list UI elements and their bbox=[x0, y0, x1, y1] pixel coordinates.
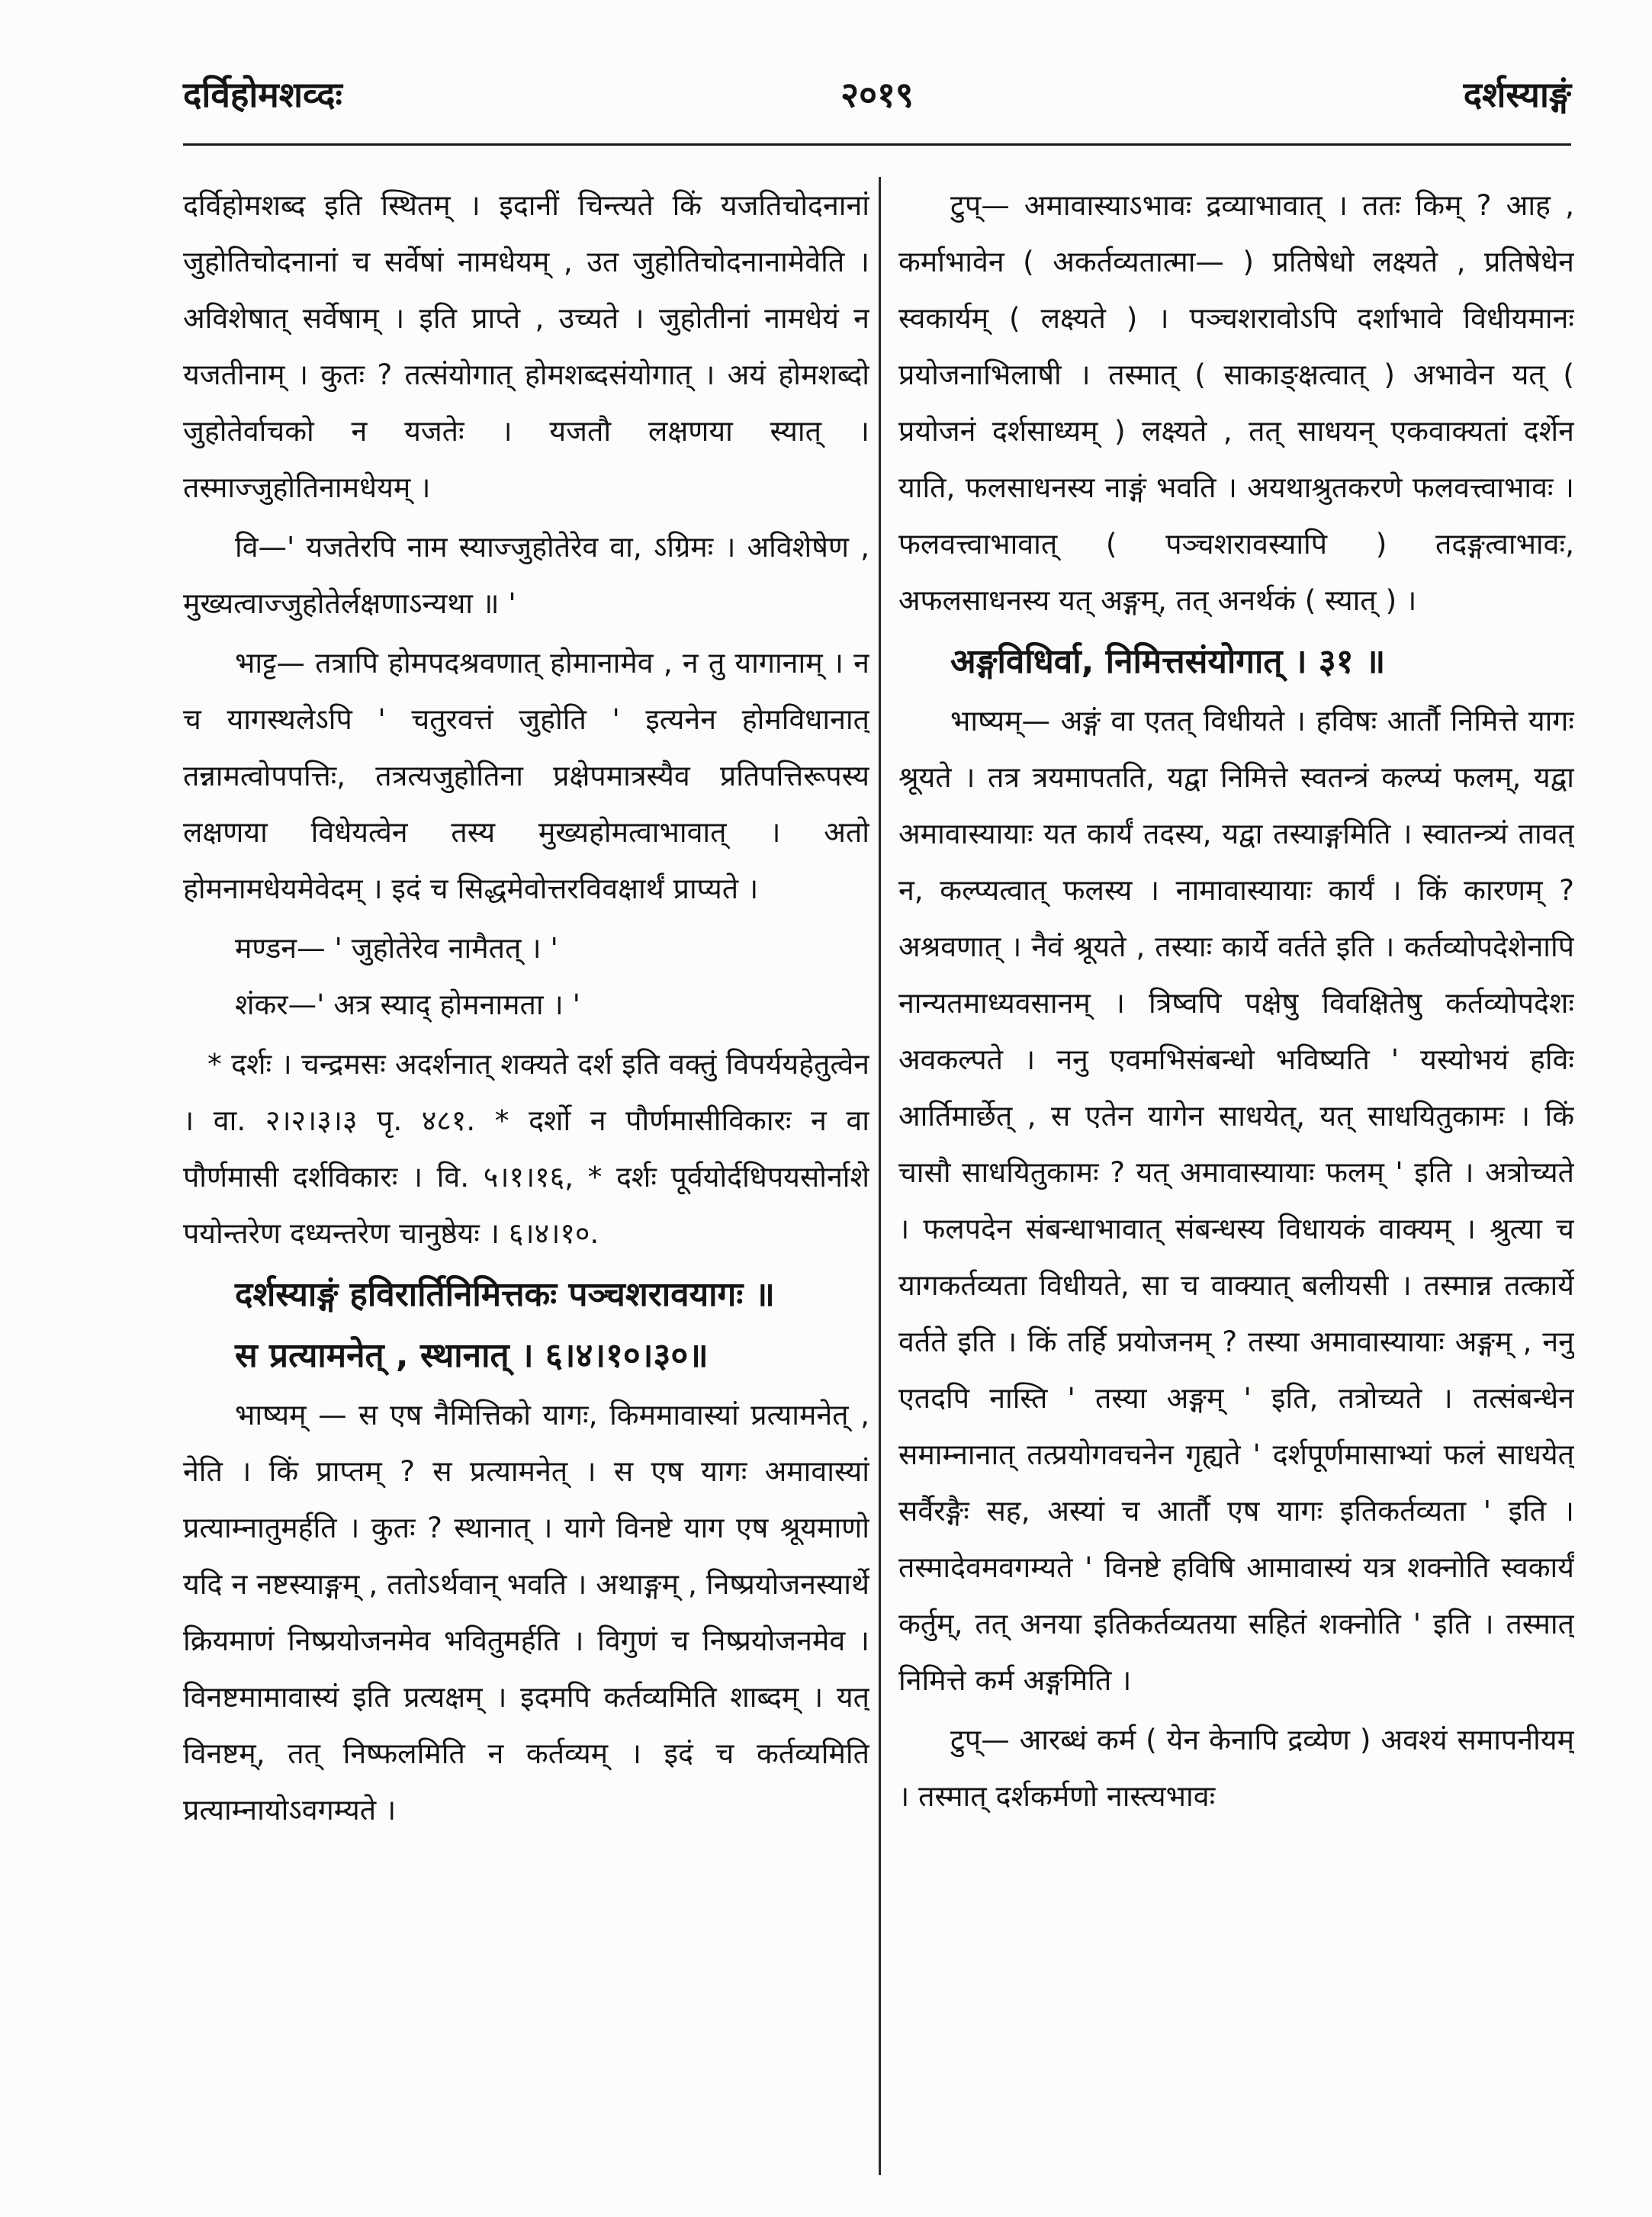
header-left-title: दर्विहोमशव्दः bbox=[183, 74, 342, 115]
header-right-title: दर्शस्याङ्गं bbox=[1463, 74, 1571, 115]
page-number: २०१९ bbox=[840, 74, 914, 115]
column-divider bbox=[879, 177, 881, 2175]
paragraph-bhashya: भाष्यम् — स एष नैमित्तिको यागः, किममावास्यां प्रत्यामनेत् , नेति । किं प्राप्तम् ? स प्रत्यामनेत् । स एष यागः अमावास्यां प्रत्याम्नातुमर्हति । कुतः ? स्थानात् । यागे विनष्टे याग एष श्रूयमाणो यदि न नष्टस्याङ्गम् , ततोऽर्थवान् भवति । अथाङ्गम् , निष्प्रयोजनस्यार्थे क्रियमाणं निष्प्रयोजनमेव भवितुमर्हति । विगुणं च निष्प्रयोजनमेव । विनष्टमामावास्यं इति प्रत्यक्षम् । इदमपि कर्तव्यमिति शाब्दम् । यत् विनष्टम्, तत् निष्फलमिति न कर्तव्यम् । इदं च कर्तव्यमिति प्रत्याम्नायोऽवगम्यते । bbox=[183, 1398, 869, 1827]
left-column bbox=[183, 177, 869, 2183]
running-header bbox=[183, 59, 1571, 146]
paragraph-bhatta: भाट्ट— तत्रापि होमपदश्रवणात् होमानामेव , न तु यागानाम् । न च यागस्थलेऽपि ' चतुरवत्तं जुहोति ' इत्यनेन होमविधानात् तन्नामत्वोपपत्तिः, तत्रत्यजुहोतिना प्रक्षेपमात्रस्यैव प्रतिपत्तिरूपस्य लक्षणया विधेयत्वेन तस्य मुख्यहोमत्वाभावात् । अतो होमनामधेयमेवेदम् । इदं च सिद्धमेवोत्तरविवक्षार्थं प्राप्यते । bbox=[183, 646, 869, 905]
paragraph-mandana: मण्डन— ' जुहोतेरेव नामैतत् । ' bbox=[235, 931, 558, 965]
paragraph-tup: टुप्— अमावास्याऽभावः द्रव्याभावात् । ततः किम् ? आह , कर्माभावेन ( अकर्तव्यतात्मा— ) प्रतिषेधो लक्ष्यते , प्रतिषेधेन स्वकार्यम् ( लक्ष्यते ) । पञ्चशरावोऽपि दर्शाभावे विधीयमानः प्रयोजनाभिलाषी । तस्मात् ( साकाङ्क्षत्वात् ) अभावेन यत् ( प्रयोजनं दर्शसाध्यम् ) लक्ष्यते , तत् साधयन् एकवाक्यतां दर्शेन याति, फलसाधनस्य नाङ्गं भवति । अयथाश्रुतकरणे फलवत्त्वाभावः । फलवत्त्वाभावात् ( पञ्चशरावस्यापि ) तदङ्गत्वाभावः, अफलसाधनस्य यत् अङ्गम्, तत् अनर्थकं ( स्यात् ) । bbox=[898, 188, 1574, 617]
paragraph: दर्विहोमशब्द इति स्थितम् । इदानीं चिन्त्यते किं यजतिचोदनानां जुहोतिचोदनानां च सर्वेषां नामधेयम् , उत जुहोतिचोदनानामेवेति । अविशेषात् सर्वेषाम् । इति प्राप्ते , उच्यते । जुहोतीनां नामधेयं न यजतीनाम् । कुतः ? तत्संयोगात् होमशब्दसंयोगात् । अयं होमशब्दो जुहोतेर्वाचको न यजतेः । यजतौ लक्षणया स्यात् । तस्माज्जुहोतिनामधेयम् । bbox=[183, 188, 869, 504]
sutra-heading: स प्रत्यामनेत् , स्थानात् । ६।४।१०।३०॥ bbox=[235, 1336, 709, 1375]
right-column bbox=[898, 177, 1574, 2183]
paragraph-tup: टुप्— आरब्धं कर्म ( येन केनापि द्रव्येण ) अवश्यं समापनीयम् । तस्मात् दर्शकर्मणो नास्त्यभावः bbox=[898, 1723, 1574, 1813]
section-heading: दर्शस्याङ्गं हविरार्तिनिमित्तकः पञ्चशरावयागः ॥ bbox=[235, 1275, 775, 1314]
paragraph-bhashya: भाष्यम्— अङ्गं वा एतत् विधीयते । हविषः आर्तौ निमित्ते यागः श्रूयते । तत्र त्रयमापतति, यद्वा निमित्ते स्वतन्त्रं कल्प्यं फलम्, यद्वा अमावास्यायाः यत कार्यं तदस्य, यद्वा तस्याङ्गमिति । स्वातन्त्र्यं तावत् न, कल्प्यत्वात् फलस्य । नामावास्यायाः कार्यं । किं कारणम् ? अश्रवणात् । नैवं श्रूयते , तस्याः कार्ये वर्तते इति । कर्तव्योपदेशेनापि नान्यतमाध्यवसानम् । त्रिष्वपि पक्षेषु विवक्षितेषु कर्तव्योपदेशः अवकल्पते । ननु एवमभिसंबन्धो भविष्यति ' यस्योभयं हविः आर्तिमार्छेत् , स एतेन यागेन साधयेत्, यत् साधयितुकामः । किं चासौ साधयितुकामः ? यत् अमावास्यायाः फलम् ' इति । अत्रोच्यते । फलपदेन संबन्धाभावात् संबन्धस्य विधायकं वाक्यम् । श्रुत्या च यागकर्तव्यता विधीयते, सा च वाक्यात् बलीयसी । तस्मान्न तत्कार्ये वर्तते इति । किं तर्हि प्रयोजनम् ? तस्या अमावास्यायाः अङ्गम् , ननु एतदपि नास्ति ' तस्या अङ्गम् ' इति, तत्रोच्यते । तत्संबन्धेन समाम्नानात् तत्प्रयोगवचनेन गृह्यते ' दर्शपूर्णमासाभ्यां फलं साधयेत् सर्वैरङ्गैः सह, अस्यां च आर्तौ एष यागः इतिकर्तव्यता ' इति । तस्मादेवमवगम्यते ' विनष्टे हविषि आमावास्यं यत्र शक्नोति स्वकार्यं कर्तुम्, तत् अनया इतिकर्तव्यतया सहितं शक्नोति ' इति । तस्मात् निमित्ते कर्म अङ्गमिति । bbox=[898, 704, 1574, 1697]
paragraph-notes: * दर्शः । चन्द्रमसः अदर्शनात् शक्यते दर्श इति वक्तुं विपर्ययहेतुत्वेन । वा. २।२।३।३ पृ. ४८१. * दर्शो न पौर्णमासीविकारः न वा पौर्णमासी दर्शविकारः । वि. ५।१।१६, * दर्शः पूर्वयोर्दधिपयसोर्नाशे पयोन्तरेण दध्यन्तरेण चानुष्ठेयः । ६।४।१०. bbox=[183, 1047, 869, 1250]
paragraph-vi: वि—' यजतेरपि नाम स्याज्जुहोतेरेव वा, ऽग्रिमः । अविशेषेण , मुख्यत्वाज्जुहोतेर्लक्षणाऽन्यथा ॥ ' bbox=[183, 530, 869, 620]
paragraph-shankara: शंकर—' अत्र स्याद् होमनामता । ' bbox=[235, 988, 580, 1021]
sutra-heading: अङ्गविधिर्वा, निमित्तसंयोगात् । ३१ ॥ bbox=[950, 642, 1386, 681]
